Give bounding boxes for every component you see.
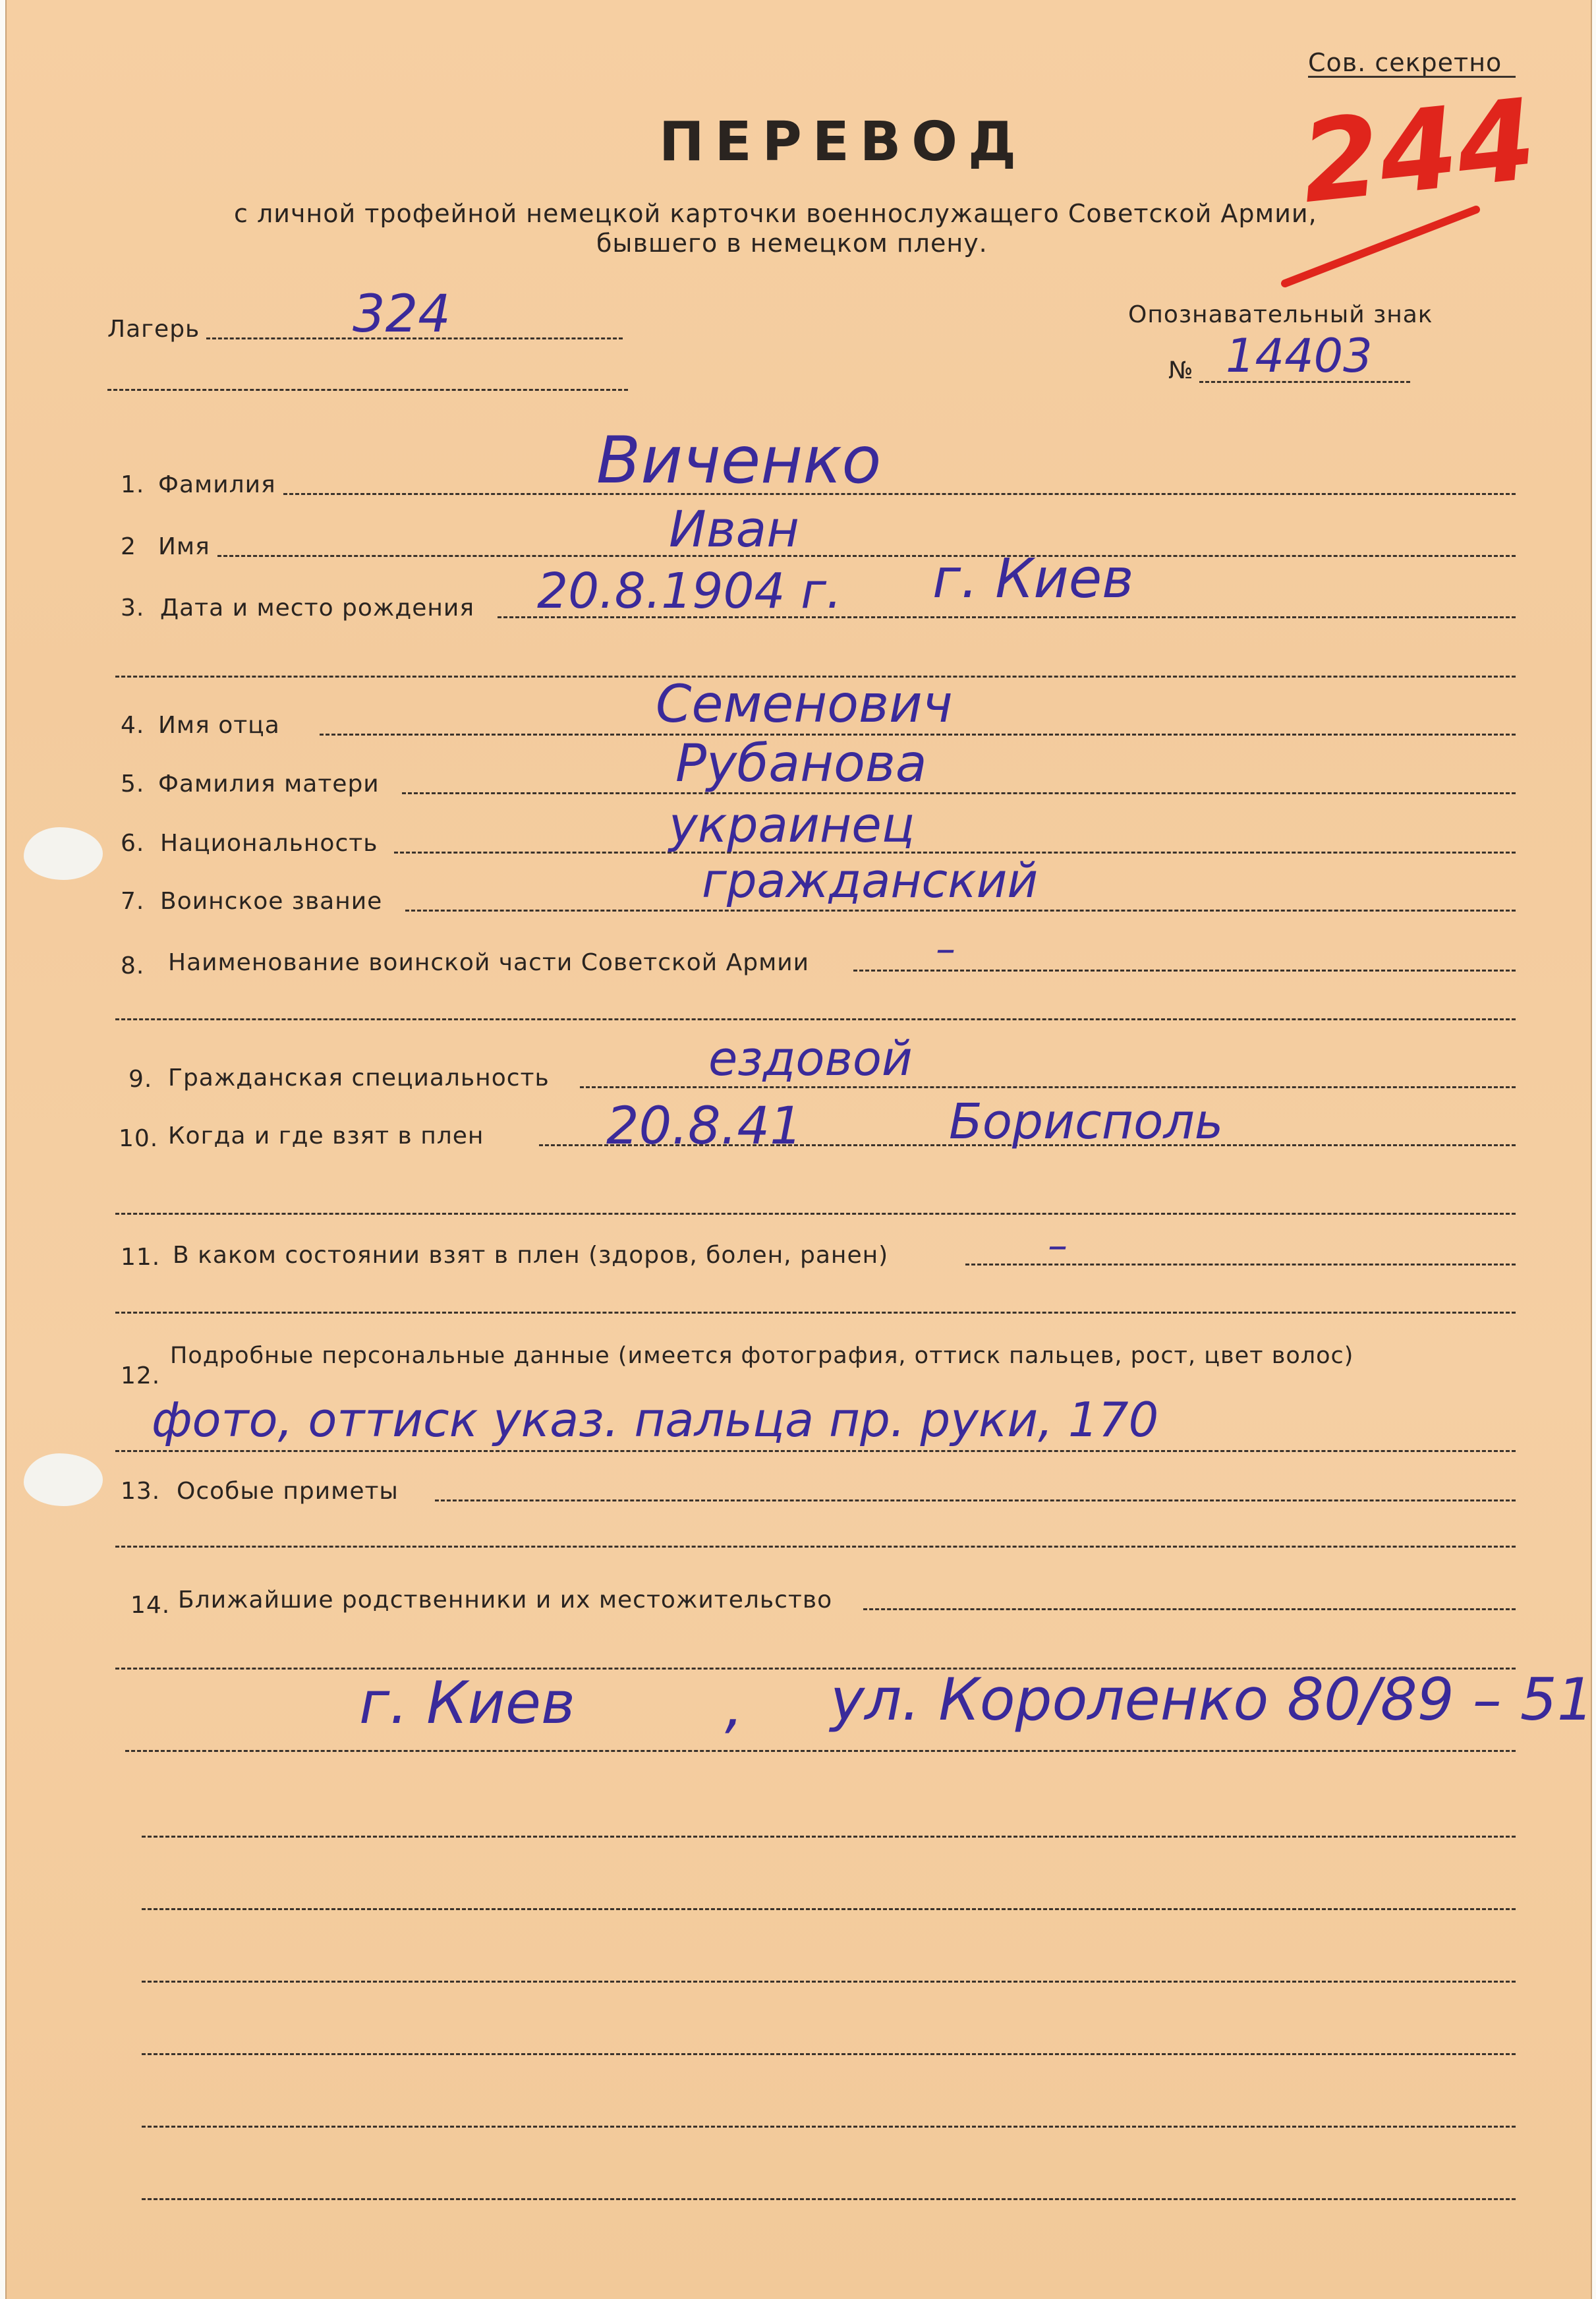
field-12-line [115,1450,1516,1452]
field-10-label: Когда и где взят в плен [168,1122,484,1150]
field-10-date: 20.8.41 [606,1097,803,1156]
classification-underline [1308,76,1516,78]
document-subtitle-1: с личной трофейной немецкой карточки военнослужащего Советской Армии, [234,199,1317,228]
field-4-value: Семенович [656,675,953,734]
field-4-number: 4. [121,712,145,739]
camp-value: 324 [353,285,451,344]
field-3-number: 3. [121,595,145,622]
field-7-line [405,910,1516,912]
field-7-number: 7. [121,888,145,915]
field-1-line [283,493,1516,495]
camp-label: Лагерь [107,316,200,343]
field-14-separator: , [725,1672,743,1740]
field-1-label: Фамилия [158,471,276,498]
blank-line-1 [142,1836,1516,1838]
field-9-value: ездовой [708,1031,913,1086]
field-2-line [217,555,1516,557]
field-5-value: Рубанова [675,734,927,794]
field-12-label: Подробные персональные данные (имеется фотография, оттиск пальцев, рост, цвет волос) [170,1343,1354,1369]
field-11-line-2 [115,1312,1516,1314]
classification-stamp: Сов. секретно [1308,48,1502,77]
punch-hole-bottom [24,1453,103,1506]
field-2-value: Иван [669,500,799,558]
field-6-number: 6. [121,830,145,857]
id-mark-no-label: № [1168,357,1194,384]
field-11-value: – [1048,1223,1068,1269]
document-title: ПЕРЕВОД [659,111,1027,173]
id-mark-label: Опознавательный знак [1128,301,1433,328]
field-13-number: 13. [121,1478,161,1505]
id-mark-value: 14403 [1226,329,1373,383]
field-2-label: Имя [158,533,210,560]
field-4-label: Имя отца [158,712,280,739]
field-10-number: 10. [119,1125,159,1152]
field-11-label: В каком состоянии взят в плен (здоров, болен, ранен) [173,1242,889,1269]
field-13-label: Особые приметы [177,1478,399,1505]
field-13-line-2 [115,1546,1516,1548]
field-14-line-3 [125,1750,1516,1752]
punch-hole-top [24,827,103,880]
field-10-line-2 [115,1213,1516,1215]
field-9-line [580,1086,1516,1088]
field-13-line [435,1499,1516,1501]
field-14-label: Ближайшие родственники и их местожительство [178,1586,833,1614]
field-8-label: Наименование воинской части Советской Армии [168,949,810,976]
field-8-number: 8. [121,952,145,979]
field-9-number: 9. [128,1066,153,1093]
field-10-place: Борисполь [949,1093,1224,1150]
field-7-value: гражданский [702,853,1039,908]
field-3-place: г. Киев [932,548,1134,610]
red-handwritten-number: 244 [1295,74,1542,229]
field-9-label: Гражданская специальность [168,1064,550,1091]
blank-line-5 [142,2126,1516,2128]
field-1-number: 1. [121,471,145,498]
field-5-number: 5. [121,771,145,798]
camp-line-2 [107,389,628,391]
field-14-number: 14. [130,1592,171,1619]
field-2-number: 2 [121,533,136,560]
blank-line-4 [142,2053,1516,2055]
blank-line-3 [142,1981,1516,1983]
document-subtitle-2: бывшего в немецком плену. [596,229,988,258]
blank-line-2 [142,1908,1516,1910]
field-14-city: г. Киев [359,1669,575,1737]
field-6-label: Национальность [160,830,378,857]
field-3-label: Дата и место рождения [160,595,474,622]
field-7-label: Воинское звание [160,888,383,915]
red-pencil-stroke [1278,198,1489,297]
field-14-street: ул. Короленко 80/89 – 51 [830,1666,1594,1733]
field-1-value: Виченко [596,423,882,498]
field-5-line [402,792,1516,794]
field-5-label: Фамилия матери [158,771,380,798]
field-11-number: 11. [121,1244,161,1271]
field-12-value: фото, оттиск указ. пальца пр. руки, 170 [152,1392,1159,1447]
field-12-number: 12. [121,1362,161,1389]
field-14-line [863,1608,1516,1610]
field-6-value: украинец [669,797,915,854]
field-8-value: – [936,926,955,972]
field-3-date: 20.8.1904 г. [537,563,842,620]
blank-line-6 [142,2198,1516,2200]
field-8-line-2 [115,1018,1516,1020]
